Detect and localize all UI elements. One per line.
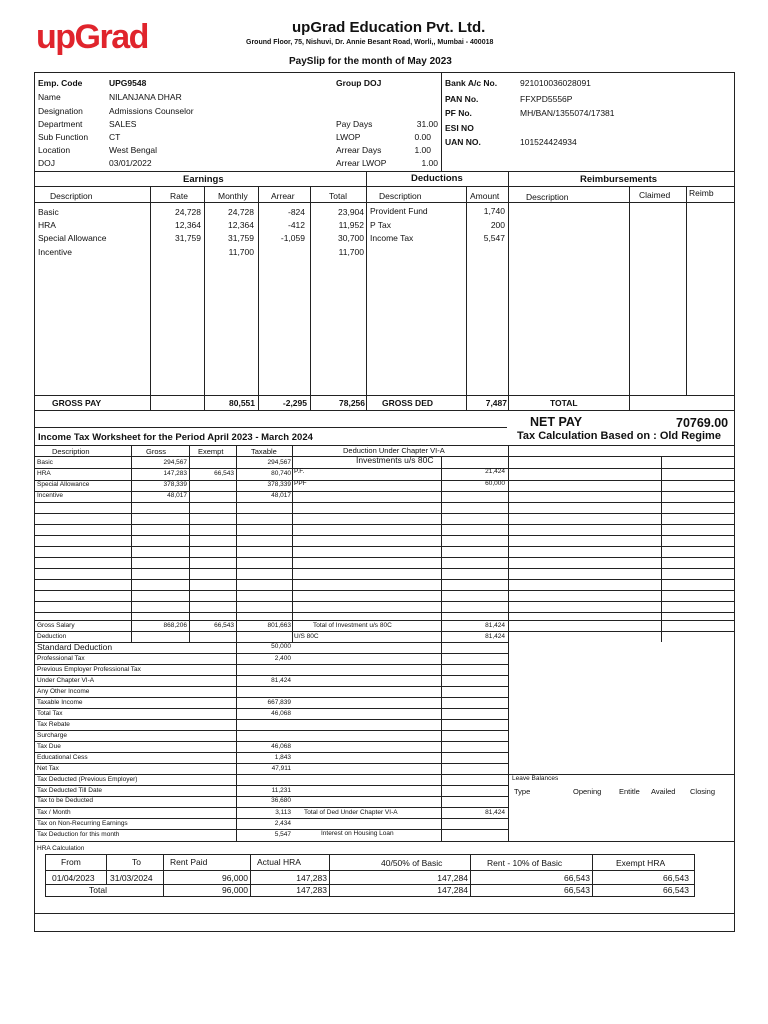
summary-value: 11,231 — [271, 787, 291, 794]
net-pay-label: NET PAY — [530, 415, 583, 429]
summary-value: 1,843 — [274, 754, 291, 761]
ws-taxable: 378,339 — [267, 481, 291, 488]
summary-value: 36,680 — [271, 797, 291, 804]
arrear-days-label: Arrear Days — [336, 145, 382, 155]
gross-pay-total: 78,256 — [339, 398, 365, 408]
investment-desc: P.F. — [294, 468, 305, 475]
leave-title: Leave Balances — [512, 775, 559, 782]
ws-taxable: 294,567 — [267, 459, 291, 466]
hra-actual: 147,283 — [296, 873, 327, 883]
hra-rent-minus: 66,543 — [564, 873, 590, 883]
arrear-days-value: 1.00 — [414, 145, 431, 155]
earnings-section-title: Earnings — [183, 174, 224, 185]
earning-monthly: 31,759 — [228, 233, 254, 243]
gross-ded-amount: 7,487 — [485, 398, 507, 408]
hra-total-rent-minus: 66,543 — [564, 885, 590, 895]
sub-function-label: Sub Function — [38, 132, 89, 142]
deductions-col-description: Description — [379, 191, 422, 201]
ws-taxable: 48,017 — [271, 492, 291, 499]
arrear-lwop-label: Arrear LWOP — [336, 158, 387, 168]
summary-label: Previous Employer Professional Tax — [37, 666, 141, 673]
ws-desc: Special Allowance — [37, 481, 90, 488]
gross-pay-arrear: -2,295 — [282, 398, 307, 408]
summary-value: 50,000 — [271, 643, 291, 650]
deduction-amount: 1,740 — [483, 206, 505, 216]
leave-col-entitle: Entitle — [619, 787, 640, 796]
name-value: NILANJANA DHAR — [109, 92, 182, 102]
investment-amount: 21,424 — [485, 468, 505, 475]
summary-label: Tax / Month — [37, 809, 71, 816]
gross-ded-label: GROSS DED — [382, 398, 434, 408]
earning-total: 11,952 — [338, 220, 364, 230]
emp-code-label: Emp. Code — [38, 78, 83, 88]
gross-salary-gross: 868,206 — [163, 622, 187, 629]
ws-col-exempt: Exempt — [198, 447, 224, 456]
hra-col-from: From — [61, 857, 81, 867]
summary-value: 81,424 — [271, 677, 291, 684]
earning-total: 11,700 — [338, 247, 364, 257]
emp-code-value: UPG9548 — [109, 78, 147, 88]
ws-chapter-sub: Investments u/s 80C — [356, 455, 434, 465]
total-investment-value: 81,424 — [485, 622, 505, 629]
summary-label: Any Other Income — [37, 688, 90, 695]
pf-value: MH/BAN/1355074/17381 — [520, 108, 615, 118]
net-pay-value: 70769.00 — [676, 416, 729, 430]
designation-label: Designation — [38, 106, 83, 116]
summary-label: Tax Deduction for this month — [37, 831, 120, 838]
ws-gross: 147,283 — [163, 470, 187, 477]
earning-desc: Incentive — [38, 247, 73, 257]
ws-chapter-header: Deduction Under Chapter VI-A — [343, 446, 445, 455]
earning-desc: HRA — [38, 220, 56, 230]
doj-value: 03/01/2022 — [109, 158, 152, 168]
earning-monthly: 24,728 — [228, 207, 254, 217]
ws-gross: 378,339 — [163, 481, 187, 488]
summary-label: Educational Cess — [37, 754, 88, 761]
total-ded-chapter-label: Total of Ded Under Chapter VI-A — [304, 809, 398, 816]
bank-ac-value: 921010036028091 — [520, 78, 591, 88]
hra-col-basic-pct: 40/50% of Basic — [381, 858, 443, 868]
bank-ac-label: Bank A/c No. — [445, 78, 498, 88]
summary-label: Tax to be Deducted — [37, 797, 94, 804]
hra-col-rent-minus: Rent - 10% of Basic — [487, 858, 563, 868]
summary-label: Tax Rebate — [37, 721, 70, 728]
earning-rate: 31,759 — [175, 233, 201, 243]
location-label: Location — [38, 145, 71, 155]
reimb-total-label: TOTAL — [550, 398, 578, 408]
earning-monthly: 11,700 — [228, 247, 254, 257]
earnings-col-rate: Rate — [170, 191, 188, 201]
pay-days-label: Pay Days — [336, 119, 373, 129]
worksheet-title: Income Tax Worksheet for the Period April 2023 - March 2024 — [38, 432, 313, 443]
uan-value: 101524424934 — [520, 137, 577, 147]
pan-label: PAN No. — [445, 94, 479, 104]
gross-pay-label: GROSS PAY — [52, 398, 102, 408]
earning-monthly: 12,364 — [228, 220, 254, 230]
earning-arrear: -824 — [287, 207, 305, 217]
summary-label: Professional Tax — [37, 655, 85, 662]
summary-label: Surcharge — [37, 732, 67, 739]
deductions-section-title: Deductions — [411, 173, 463, 184]
earning-total: 23,904 — [338, 207, 364, 217]
hra-col-to: To — [132, 857, 141, 867]
reimb-col-claimed: Claimed — [639, 190, 671, 200]
reimb-col-description: Description — [526, 192, 569, 202]
ws-col-taxable: Taxable — [251, 447, 277, 456]
gross-salary-label: Gross Salary — [37, 622, 75, 629]
summary-label: Standard Deduction — [37, 642, 113, 652]
payslip-title: PaySlip for the month of May 2023 — [289, 56, 452, 67]
pf-label: PF No. — [445, 108, 472, 118]
deduction-desc: Provident Fund — [370, 206, 428, 216]
summary-value: 667,839 — [267, 699, 291, 706]
uan-label: UAN NO. — [445, 137, 481, 147]
pay-days-value: 31.00 — [416, 119, 438, 129]
earning-desc: Basic — [38, 207, 59, 217]
summary-label: Tax Deducted Till Date — [37, 787, 103, 794]
leave-col-availed: Availed — [651, 787, 676, 796]
hra-col-exempt: Exempt HRA — [616, 858, 666, 868]
summary-label: Tax Due — [37, 743, 61, 750]
hra-total-rent: 96,000 — [222, 885, 248, 895]
deduction-amount: 200 — [490, 220, 505, 230]
ws-taxable: 80,740 — [271, 470, 291, 477]
hra-rent-paid: 96,000 — [222, 873, 248, 883]
doj-label: DOJ — [38, 158, 55, 168]
hra-exempt: 66,543 — [663, 873, 689, 883]
ws-col-gross: Gross — [146, 447, 167, 456]
investment-amount: 60,000 — [485, 480, 505, 487]
gross-salary-taxable: 801,663 — [267, 622, 291, 629]
earning-arrear: -1,059 — [280, 233, 305, 243]
gross-salary-exempt: 66,543 — [214, 622, 234, 629]
earning-desc: Special Allowance — [38, 233, 107, 243]
department-value: SALES — [109, 119, 137, 129]
company-address: Ground Floor, 75, Nishuvi, Dr. Annie Besant Road, Worli,, Mumbai - 400018 — [246, 39, 494, 46]
location-value: West Bengal — [109, 145, 158, 155]
leave-col-closing: Closing — [690, 787, 716, 796]
summary-label: Net Tax — [37, 765, 59, 772]
deductions-col-amount: Amount — [470, 191, 500, 201]
ws-exempt: 66,543 — [214, 470, 234, 477]
arrear-lwop-value: 1.00 — [421, 158, 438, 168]
hra-basic-pct: 147,284 — [437, 873, 468, 883]
ws-gross: 294,567 — [163, 459, 187, 466]
group-doj-label: Group DOJ — [336, 78, 382, 88]
summary-label: Total Tax — [37, 710, 63, 717]
ws-desc: Incentive — [37, 492, 64, 499]
deduction-desc: P Tax — [370, 220, 391, 230]
reimbursements-section-title: Reimbursements — [580, 174, 658, 185]
earnings-col-description: Description — [50, 191, 93, 201]
us80c-label: U/S 80C — [294, 633, 319, 640]
name-label: Name — [38, 92, 61, 102]
hra-total-basic: 147,284 — [437, 885, 468, 895]
hra-col-rent-paid: Rent Paid — [170, 857, 208, 867]
deduction-label: Deduction — [37, 633, 67, 640]
hra-to: 31/03/2024 — [110, 873, 153, 883]
summary-value: 2,434 — [274, 820, 291, 827]
earning-arrear: -412 — [287, 220, 305, 230]
summary-label: Tax Deducted (Previous Employer) — [37, 776, 138, 783]
ws-gross: 48,017 — [167, 492, 187, 499]
earning-rate: 24,728 — [175, 207, 201, 217]
earning-rate: 12,364 — [175, 220, 201, 230]
sub-function-value: CT — [109, 132, 121, 142]
reimb-col-reimb: Reimb — [689, 188, 714, 198]
total-investment-label: Total of Investment u/s 80C — [313, 622, 392, 629]
deduction-amount: 5,547 — [483, 233, 505, 243]
tax-calc-label: Tax Calculation Based on : Old Regime — [517, 430, 721, 442]
summary-value: 5,547 — [274, 831, 291, 838]
gross-pay-monthly: 80,551 — [229, 398, 255, 408]
company-logo: upGrad — [36, 18, 148, 56]
designation-value: Admissions Counselor — [109, 106, 194, 116]
interest-housing-label: Interest on Housing Loan — [321, 830, 394, 837]
summary-value: 46,068 — [271, 743, 291, 750]
leave-col-type: Type — [514, 787, 531, 796]
ws-col-description: Description — [52, 447, 90, 456]
earnings-col-monthly: Monthly — [218, 191, 248, 201]
company-name: upGrad Education Pvt. Ltd. — [292, 19, 486, 36]
us80c-value: 81,424 — [485, 633, 505, 640]
pan-value: FFXPD5556P — [520, 94, 573, 104]
lwop-value: 0.00 — [414, 132, 431, 142]
hra-title: HRA Calculation — [37, 845, 85, 852]
summary-value: 2,400 — [274, 655, 291, 662]
total-ded-chapter-value: 81,424 — [485, 809, 505, 816]
esi-label: ESI NO — [445, 123, 474, 133]
earning-total: 30,700 — [338, 233, 364, 243]
lwop-label: LWOP — [336, 132, 361, 142]
summary-value: 46,068 — [271, 710, 291, 717]
hra-col-actual-hra: Actual HRA — [257, 857, 301, 867]
hra-total-exempt: 66,543 — [663, 885, 689, 895]
leave-col-opening: Opening — [573, 787, 602, 796]
hra-total-actual: 147,283 — [296, 885, 327, 895]
summary-label: Taxable Income — [37, 699, 83, 706]
investment-desc: PPF — [294, 480, 307, 487]
earnings-col-arrear: Arrear — [271, 191, 295, 201]
summary-value: 47,911 — [271, 765, 291, 772]
summary-label: Under Chapter VI-A — [37, 677, 95, 684]
deduction-desc: Income Tax — [370, 233, 414, 243]
hra-total-label: Total — [89, 885, 107, 895]
ws-desc: HRA — [37, 470, 51, 477]
summary-label: Tax on Non-Recurring Earnings — [37, 820, 128, 827]
ws-desc: Basic — [37, 459, 53, 466]
department-label: Department — [38, 119, 83, 129]
hra-from: 01/04/2023 — [52, 873, 95, 883]
summary-value: 3,113 — [275, 809, 291, 816]
earnings-col-total: Total — [329, 191, 347, 201]
